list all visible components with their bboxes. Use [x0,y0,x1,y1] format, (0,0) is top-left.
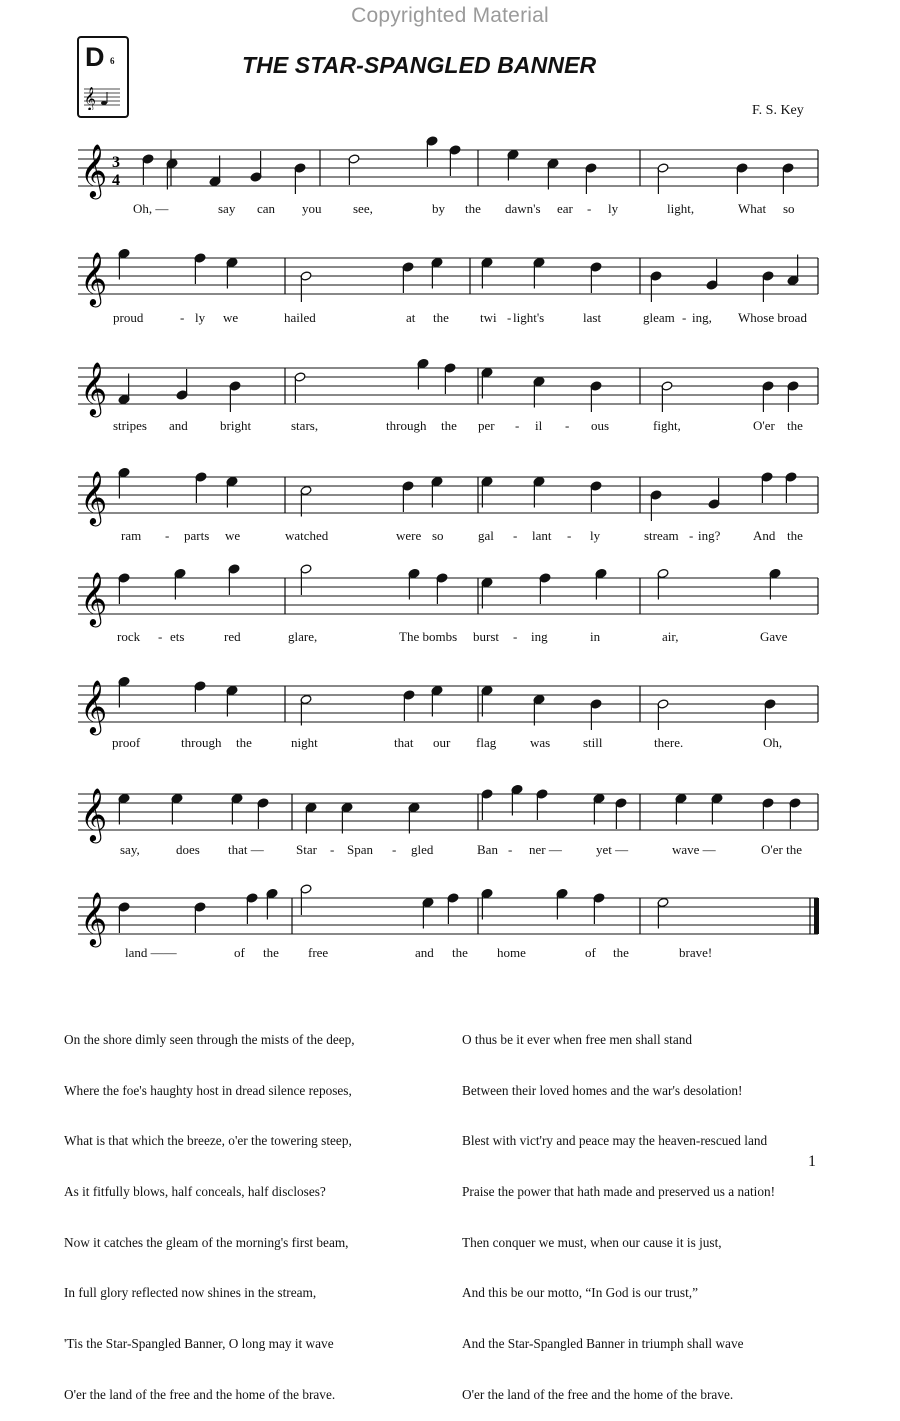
lyric-syllable: rock [117,629,141,644]
treble-clef-icon: 𝄞 [80,143,108,197]
lyric-syllable: ly [590,528,601,543]
verse-line: Where the foe's haughty host in dread silence reposes, [64,1082,352,1098]
lyric-syllable: - [682,310,687,325]
lyric-syllable: the [441,418,457,433]
lyric-syllable: brave! [679,945,713,960]
lyric-syllable: that — [228,842,264,857]
lyric-syllable: the [433,310,449,325]
song-title: THE STAR-SPANGLED BANNER [242,52,597,78]
lyric-syllable: ear [557,201,573,216]
lyric-syllable: - [587,201,592,216]
treble-clef-icon: 𝄞 [80,251,108,305]
lyric-syllable: say, [120,842,140,857]
lyric-syllable: the [613,945,629,960]
verse-line: On the shore dimly seen through the mists of the deep, [64,1031,355,1047]
lyric-syllable: - [567,528,572,543]
lyric-syllable: the [787,528,803,543]
lyric-syllable: fight, [653,418,681,433]
svg-text:𝄞: 𝄞 [84,86,96,110]
lyric-syllable: gal [478,528,494,543]
lyric-line [112,735,782,750]
lyric-syllable: What [738,201,767,216]
lyric-syllable: land —— [125,945,177,960]
lyric-syllable: can [257,201,276,216]
lyric-syllable: Whose broad [738,310,807,325]
lyric-syllable: at [406,310,416,325]
lyric-syllable: free [308,945,329,960]
lyric-syllable: - [513,629,518,644]
verse-line: And this be our motto, “In God is our trust,” [462,1285,698,1301]
verse-line: O'er the land of the free and the home of the brave. [462,1386,734,1402]
lyric-syllable: the [465,201,481,216]
treble-clef-icon: 𝄞 [80,891,108,945]
lyric-syllable: - [508,842,513,857]
lyric-syllable: wave — [672,842,716,857]
lyric-syllable: per [478,418,495,433]
lyric-syllable: - [515,418,520,433]
treble-clef-icon: 𝄞 [80,470,108,524]
staff-system [78,248,818,325]
verse-line: 'Tis the Star-Spangled Banner, O long may it wave [64,1336,334,1352]
treble-clef-icon: 𝄞 [80,571,108,625]
lyric-syllable: Oh, — [133,201,169,216]
verse-line: O thus be it ever when free men shall stand [462,1031,693,1047]
treble-clef-icon: 𝄞 [80,361,108,415]
lyric-syllable: gled [411,842,434,857]
lyric-syllable: home [497,945,526,960]
lyric-syllable: we [225,528,241,543]
lyric-line [133,201,795,216]
lyric-syllable: ner — [529,842,562,857]
staff-system [78,884,819,960]
verse-line: And the Star-Spangled Banner in triumph shall wave [462,1336,744,1352]
staff-system [78,676,818,750]
lyric-syllable: ous [591,418,610,433]
verse-3 [462,998,775,1421]
lyric-line [117,629,788,644]
lyric-syllable: - [330,842,335,857]
time-signature-bottom: 4 [112,172,120,189]
verse-2 [64,998,355,1421]
treble-clef-icon: 𝄞 [80,787,108,841]
time-signature-top: 3 [112,154,120,171]
verse-line: Now it catches the gleam of the morning's first beam, [64,1234,349,1250]
key-label: D [85,42,105,72]
lyric-syllable: air, [662,629,679,644]
lyric-syllable: - [513,528,518,543]
lyric-syllable: hailed [284,310,316,325]
lyric-syllable: was [530,735,551,750]
lyric-syllable: light's [513,310,545,325]
lyric-syllable: stripes [113,418,147,433]
lyric-syllable: last [583,310,602,325]
lyric-syllable: - [158,629,163,644]
lyric-syllable: light, [667,201,695,216]
lyric-syllable: Span [347,842,373,857]
lyric-line [113,310,807,325]
staff-system [78,136,818,216]
lyric-syllable: and [169,418,188,433]
final-barline [814,898,819,934]
lyric-syllable: Oh, [763,735,783,750]
lyric-syllable: night [291,735,318,750]
lyric-syllable: ly [608,201,619,216]
lyric-syllable: say [218,201,236,216]
lyric-syllable: so [783,201,795,216]
lyric-syllable: il [535,418,543,433]
lyric-syllable: Ban [477,842,498,857]
staff-system [78,784,818,857]
lyric-syllable: by [432,201,445,216]
lyric-syllable: ets [170,629,185,644]
lyric-syllable: bright [220,418,252,433]
lyric-syllable: the [236,735,252,750]
lyric-syllable: ly [195,310,206,325]
staff-system [78,358,818,433]
lyric-syllable: - [689,528,694,543]
lyric-syllable: Star [296,842,317,857]
page-number: 1 [808,1153,816,1170]
lyric-syllable: in [590,629,601,644]
verse-line: As it fitfully blows, half conceals, half discloses? [64,1183,326,1199]
verse-line: Then conquer we must, when our cause it is just, [462,1234,722,1250]
lyric-syllable: and [415,945,434,960]
lyric-syllable: And [753,528,776,543]
lyric-syllable: lant [532,528,552,543]
lyric-line [125,945,712,960]
lyric-syllable: yet — [596,842,629,857]
verse-line: O'er the land of the free and the home of the brave. [64,1386,336,1402]
lyric-syllable: through [386,418,427,433]
copyright-watermark: Copyrighted Material [351,4,549,27]
staff-system [78,564,818,644]
verse-line: What is that which the breeze, o'er the towering steep, [64,1133,352,1149]
lyric-syllable: ing, [692,310,712,325]
lyric-syllable: see, [353,201,373,216]
lyric-line [120,842,802,857]
lyric-syllable: ing? [698,528,721,543]
lyric-syllable: our [433,735,451,750]
lyric-syllable: stars, [291,418,319,433]
lyric-line [113,418,803,433]
staff-system [78,467,818,543]
lyric-syllable: ram [121,528,142,543]
lyric-syllable: watched [285,528,329,543]
lyric-syllable: gleam [643,310,675,325]
lyric-syllable: parts [184,528,210,543]
lyric-syllable: - [165,528,170,543]
lyric-syllable: the [452,945,468,960]
lyric-syllable: does [176,842,200,857]
lyric-syllable: proud [113,310,144,325]
lyric-syllable: burst [473,629,499,644]
lyric-syllable: Gave [760,629,788,644]
lyric-syllable: dawn's [505,201,541,216]
composer-credit: F. S. Key [752,103,804,118]
lyric-syllable: proof [112,735,141,750]
verse-line: Praise the power that hath made and preserved us a nation! [462,1183,776,1199]
lyric-syllable: - [392,842,397,857]
lyric-syllable: of [234,945,245,960]
lyric-syllable: O'er the [761,842,802,857]
verse-line: In full glory reflected now shines in the stream, [64,1285,317,1301]
lyric-syllable: still [583,735,603,750]
lyric-syllable: flag [476,735,497,750]
lyric-syllable: so [432,528,444,543]
verse-line: Blest with vict'ry and peace may the heaven-rescued land [462,1133,768,1149]
lyric-syllable: - [180,310,185,325]
lyric-syllable: you [302,201,322,216]
lyric-syllable: were [396,528,422,543]
lyric-syllable: through [181,735,222,750]
lyric-syllable: we [223,310,239,325]
lyric-syllable: O'er [753,418,775,433]
lyric-syllable: stream [644,528,679,543]
lyric-syllable: - [507,310,512,325]
lyric-syllable: there. [654,735,684,750]
lyric-line [121,528,803,543]
verse-line: Between their loved homes and the war's desolation! [462,1082,743,1098]
lyric-syllable: that [394,735,414,750]
lyric-syllable: red [224,629,241,644]
lyric-syllable: ing [531,629,548,644]
lyric-syllable: the [263,945,279,960]
lyric-syllable: The bombs [399,629,458,644]
lyric-syllable: the [787,418,803,433]
lyric-syllable: glare, [288,629,318,644]
lyric-syllable: of [585,945,596,960]
lyric-syllable: twi [480,310,497,325]
lyric-syllable: - [565,418,570,433]
treble-clef-icon: 𝄞 [80,679,108,733]
key-sub-label: 6 [110,56,115,66]
